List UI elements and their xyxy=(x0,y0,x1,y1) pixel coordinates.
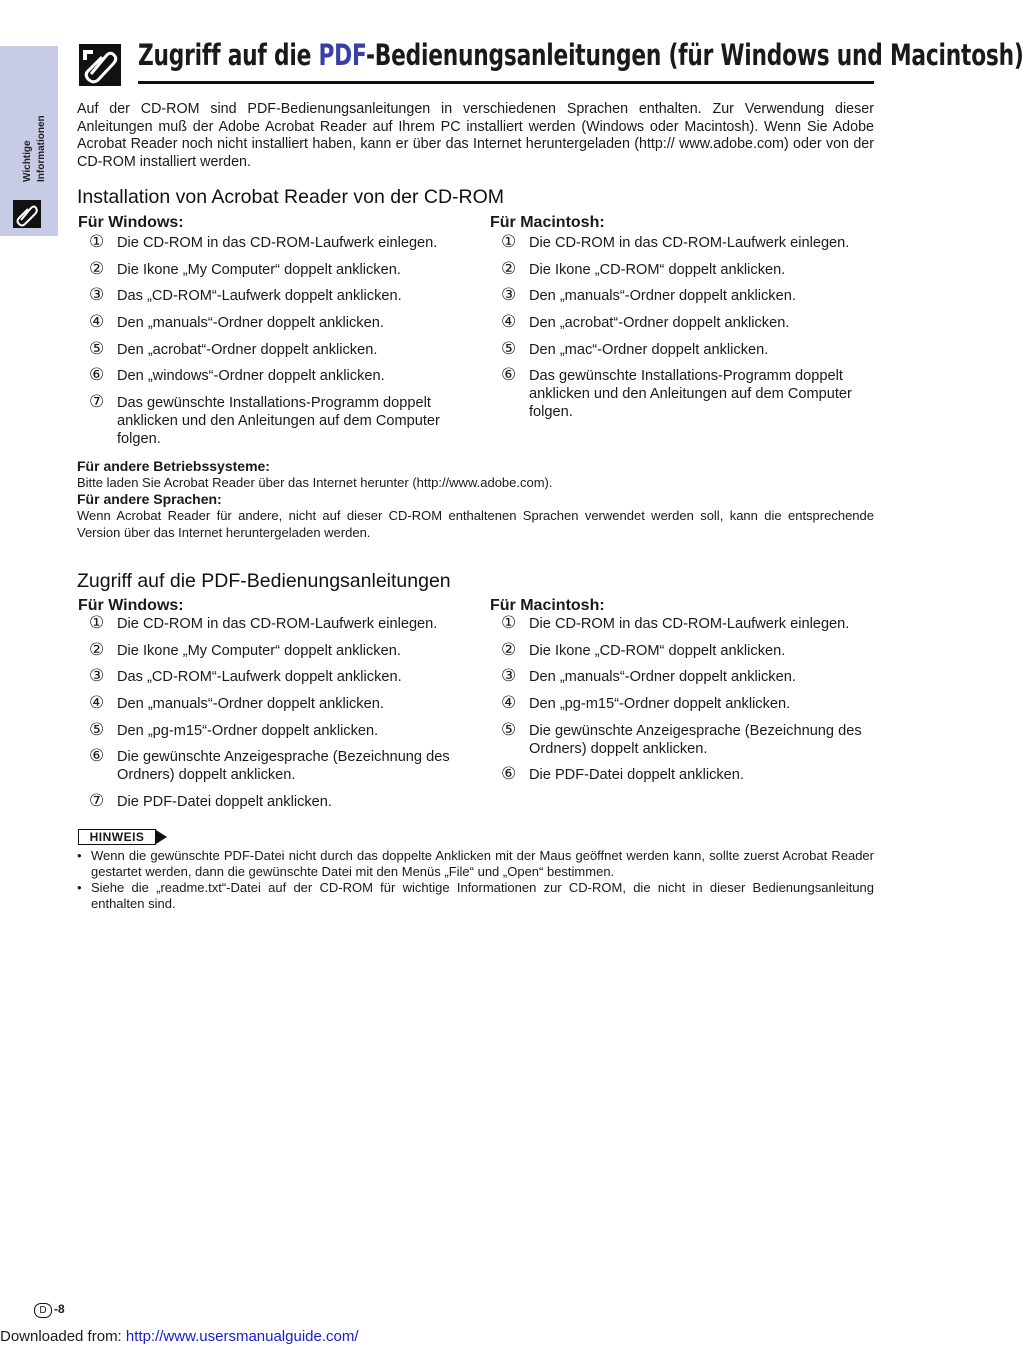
step-number: ⑤ xyxy=(501,719,517,739)
step-number: ⑤ xyxy=(89,719,105,739)
list-item xyxy=(89,615,465,633)
step-number: ⑤ xyxy=(89,338,105,358)
step-number: ① xyxy=(501,232,517,251)
sidebar-label-line1: Wichtige xyxy=(22,140,33,182)
step-number: ⑥ xyxy=(89,746,105,766)
step-text: Die CD-ROM in das CD-ROM-Laufwerk einlegen. xyxy=(529,235,850,251)
step-text: Die gewünschte Anzeigesprache (Bezeichnung des Ordners) doppelt anklicken. xyxy=(529,722,862,757)
step-text: Den „mac“-Ordner doppelt anklicken. xyxy=(529,341,769,358)
step-text: Die gewünschte Anzeigesprache (Bezeichnung des Ordners) doppelt anklicken. xyxy=(117,749,450,784)
list-item xyxy=(501,639,877,660)
section1-heading: Installation von Acrobat Reader von der CD-ROM xyxy=(77,186,505,208)
other-os-heading: Für andere Betriebssysteme: xyxy=(77,458,270,474)
title-part1: Zugriff auf die xyxy=(138,38,319,72)
note-item xyxy=(77,880,874,912)
step-number: ④ xyxy=(501,312,517,332)
list-item xyxy=(89,748,465,784)
step-text: Den „manuals“-Ordner doppelt anklicken. xyxy=(529,669,796,686)
arrow-right-icon xyxy=(156,830,167,844)
step-text: Die PDF-Datei doppelt anklicken. xyxy=(117,794,332,811)
footer-prefix: Downloaded from: xyxy=(0,1328,126,1345)
step-number: ② xyxy=(89,258,105,278)
step-number: ① xyxy=(501,613,517,632)
list-item xyxy=(501,234,877,252)
section2-mac-steps xyxy=(501,615,877,793)
title-part2: -Bedienungsanleitungen (für Windows und Macintosh) xyxy=(365,38,1024,72)
other-os-text: Bitte laden Sie Acrobat Reader über das Internet herunter (http://www.adobe.com). xyxy=(77,475,553,490)
page-number-value: -8 xyxy=(54,1302,65,1316)
note-text: Siehe die „readme.txt“-Datei auf der CD-ROM für wichtige Informationen zur CD-ROM, die nicht in dieser Bedienungsanleitung enthalten sind. xyxy=(91,880,874,911)
step-number: ③ xyxy=(501,666,517,686)
list-item xyxy=(501,615,877,633)
title-pdf: PDF xyxy=(318,38,366,72)
step-number: ⑤ xyxy=(501,338,517,358)
list-item xyxy=(89,639,465,660)
page-letter: D xyxy=(34,1303,52,1318)
step-number: ⑥ xyxy=(89,365,105,385)
section2-heading: Zugriff auf die PDF-Bedienungsanleitungen xyxy=(77,570,451,592)
step-text: Das gewünschte Installations-Programm doppelt anklicken und den Anleitungen auf dem Computer folgen. xyxy=(117,395,440,448)
step-text: Die Ikone „CD-ROM“ doppelt anklicken. xyxy=(529,261,786,278)
list-item xyxy=(89,695,465,713)
list-item xyxy=(501,258,877,279)
step-number: ③ xyxy=(501,285,517,305)
list-item xyxy=(89,314,465,332)
step-number: ② xyxy=(89,639,105,659)
list-item xyxy=(89,234,465,252)
step-text: Den „windows“-Ordner doppelt anklicken. xyxy=(117,368,385,385)
step-text: Den „manuals“-Ordner doppelt anklicken. xyxy=(117,315,384,332)
bullet-icon: • xyxy=(77,880,82,895)
step-number: ④ xyxy=(501,693,517,713)
list-item xyxy=(89,287,465,305)
step-text: Das „CD-ROM“-Laufwerk doppelt anklicken. xyxy=(117,288,402,305)
step-text: Die CD-ROM in das CD-ROM-Laufwerk einlegen. xyxy=(529,616,850,632)
note-list xyxy=(77,848,874,912)
step-text: Die Ikone „CD-ROM“ doppelt anklicken. xyxy=(529,642,786,659)
list-item xyxy=(501,314,877,332)
step-number: ② xyxy=(501,639,517,659)
list-item xyxy=(501,367,877,421)
page-title xyxy=(138,38,1024,72)
intro-paragraph: Auf der CD-ROM sind PDF-Bedienungsanleitungen in verschiedenen Sprachen enthalten. Zur Verwendung dieser Anleitungen muß der Adobe Acrobat Reader auf Ihrem PC installiert werden (Windows oder Macintosh). Wenn Sie Adobe Acrobat Reader noch nicht installiert haben, kann er über das Internet heruntergeladen (http:// www.adobe.com) oder von der CD-ROM installiert werden. xyxy=(77,101,874,171)
step-text: Den „pg-m15“-Ordner doppelt anklicken. xyxy=(117,722,379,739)
other-lang-heading: Für andere Sprachen: xyxy=(77,491,222,507)
list-item xyxy=(89,258,465,279)
footer-link[interactable]: http://www.usersmanualguide.com/ xyxy=(125,1328,359,1345)
section1-windows-steps xyxy=(89,234,465,457)
list-item xyxy=(501,695,877,713)
list-item xyxy=(501,287,877,305)
title-rule xyxy=(138,81,874,84)
note-label-text: HINWEIS xyxy=(78,829,156,845)
list-item xyxy=(89,793,465,811)
step-number: ⑥ xyxy=(501,365,517,385)
page-number xyxy=(34,1302,65,1318)
download-footer xyxy=(0,1328,359,1345)
paperclip-icon xyxy=(79,44,121,86)
list-item xyxy=(501,766,877,784)
section1-windows-heading: Für Windows: xyxy=(78,214,184,231)
step-text: Den „acrobat“-Ordner doppelt anklicken. xyxy=(529,315,790,332)
step-number: ③ xyxy=(89,666,105,686)
step-text: Das gewünschte Installations-Programm doppelt anklicken und den Anleitungen auf dem Computer folgen. xyxy=(529,368,852,421)
list-item xyxy=(501,338,877,359)
step-text: Den „acrobat“-Ordner doppelt anklicken. xyxy=(117,341,378,358)
step-number: ① xyxy=(89,232,105,251)
list-item xyxy=(89,338,465,359)
list-item xyxy=(501,719,877,758)
list-item xyxy=(501,668,877,686)
list-item xyxy=(89,719,465,740)
step-number: ⑥ xyxy=(501,764,517,784)
section1-mac-heading: Für Macintosh: xyxy=(490,214,605,231)
step-text: Die Ikone „My Computer“ doppelt anklicken. xyxy=(117,261,401,278)
section2-mac-heading: Für Macintosh: xyxy=(490,597,605,614)
section2-windows-heading: Für Windows: xyxy=(78,597,184,614)
list-item xyxy=(89,367,465,385)
step-number: ② xyxy=(501,258,517,278)
step-number: ③ xyxy=(89,285,105,305)
step-text: Die PDF-Datei doppelt anklicken. xyxy=(529,767,744,784)
step-text: Das „CD-ROM“-Laufwerk doppelt anklicken. xyxy=(117,669,402,686)
step-text: Die Ikone „My Computer“ doppelt anklicken. xyxy=(117,642,401,659)
sidebar-label xyxy=(18,102,50,182)
step-text: Die CD-ROM in das CD-ROM-Laufwerk einlegen. xyxy=(117,616,438,632)
note-text: Wenn die gewünschte PDF-Datei nicht durch das doppelte Anklicken mit der Maus geöffnet werden kann, sollte zuerst Acrobat Reader gestartet werden, dann die gewünschte Datei mit den Menüs „File“ und „Open“ bestimmen. xyxy=(91,848,874,879)
step-number: ④ xyxy=(89,693,105,713)
step-number: ④ xyxy=(89,312,105,332)
list-item xyxy=(89,394,465,448)
sidebar-label-line2: Informationen xyxy=(36,115,47,182)
note-item xyxy=(77,848,874,880)
step-text: Die CD-ROM in das CD-ROM-Laufwerk einlegen. xyxy=(117,235,438,251)
step-text: Den „manuals“-Ordner doppelt anklicken. xyxy=(529,288,796,305)
list-item xyxy=(89,668,465,686)
bullet-icon: • xyxy=(77,848,82,863)
step-text: Den „manuals“-Ordner doppelt anklicken. xyxy=(117,696,384,713)
step-number: ① xyxy=(89,613,105,632)
paperclip-icon xyxy=(13,200,41,228)
step-number: ⑦ xyxy=(89,392,105,412)
section2-windows-steps xyxy=(89,615,465,820)
step-number: ⑦ xyxy=(89,791,105,811)
section1-mac-steps xyxy=(501,234,877,430)
step-text: Den „pg-m15“-Ordner doppelt anklicken. xyxy=(529,696,791,713)
other-lang-text: Wenn Acrobat Reader für andere, nicht auf dieser CD-ROM enthaltenen Sprachen verwendet werden soll, kann die entsprechende Version über das Internet heruntergeladen werden. xyxy=(77,508,874,540)
